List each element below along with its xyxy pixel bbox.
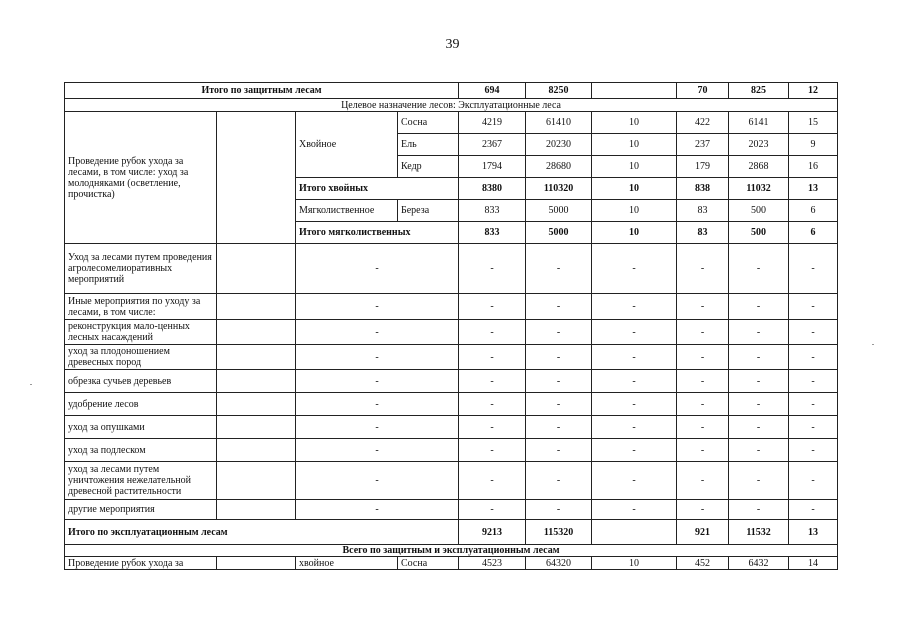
dash-cell: - <box>677 370 729 393</box>
dash-cell: - <box>789 416 838 439</box>
dash-cell: - <box>459 370 526 393</box>
dash-cell: - <box>729 294 789 320</box>
cell-value: 500 <box>729 200 789 222</box>
species: Сосна <box>398 112 459 134</box>
cell-value: 10 <box>592 200 677 222</box>
dash-cell: - <box>789 393 838 416</box>
cell-value: 11032 <box>729 178 789 200</box>
dash-cell: - <box>459 462 526 500</box>
empty-cell <box>217 462 296 500</box>
activity-row <box>65 393 838 416</box>
cell-value: 833 <box>459 200 526 222</box>
empty-cell <box>217 439 296 462</box>
dash-cell: - <box>789 244 838 294</box>
dash-cell: - <box>677 416 729 439</box>
activity-row <box>65 462 838 500</box>
forest-care-table <box>64 82 838 570</box>
cell-value: 452 <box>677 557 729 570</box>
dash-cell: - <box>677 345 729 370</box>
cell-value: 694 <box>459 83 526 99</box>
cell-value: 237 <box>677 134 729 156</box>
cell-value: 8380 <box>459 178 526 200</box>
cell-value: 10 <box>592 557 677 570</box>
dash-cell: - <box>526 345 592 370</box>
cell-value: 8250 <box>526 83 592 99</box>
activity-label: уход за лесами путем уничтожения нежелательной древесной растительности <box>65 462 217 500</box>
empty-cell <box>217 244 296 294</box>
cell-value: 6141 <box>729 112 789 134</box>
section-header: Целевое назначение лесов: Эксплуатационные леса <box>65 99 838 112</box>
page-number: 39 <box>445 37 460 52</box>
dash-cell: - <box>677 439 729 462</box>
cell-value: 10 <box>592 134 677 156</box>
activity-row <box>65 294 838 320</box>
dash-cell: - <box>296 244 459 294</box>
cell-value: 20230 <box>526 134 592 156</box>
activity-label: другие мероприятия <box>65 500 217 520</box>
cell-value: 64320 <box>526 557 592 570</box>
cell-value: 838 <box>677 178 729 200</box>
dash-cell: - <box>729 416 789 439</box>
dash-cell: - <box>526 244 592 294</box>
exploitation-total-label: Итого по эксплуатационным лесам <box>65 520 459 545</box>
cell-value: 13 <box>789 178 838 200</box>
cell-value: 4523 <box>459 557 526 570</box>
dash-cell: - <box>459 345 526 370</box>
activity-label: уход за подлеском <box>65 439 217 462</box>
cell-value: 6 <box>789 222 838 244</box>
activity-label: уход за опушками <box>65 416 217 439</box>
dash-cell: - <box>296 462 459 500</box>
protective-total-label: Итого по защитным лесам <box>65 83 459 99</box>
species: Береза <box>398 200 459 222</box>
dash-cell: - <box>789 439 838 462</box>
cell-value: 2868 <box>729 156 789 178</box>
dash-cell: - <box>677 462 729 500</box>
empty-cell <box>217 393 296 416</box>
dash-cell: - <box>296 294 459 320</box>
activity-row <box>65 244 838 294</box>
cell-value: 16 <box>789 156 838 178</box>
dash-cell: - <box>592 462 677 500</box>
scan-speck <box>872 344 874 345</box>
activity-row <box>65 439 838 462</box>
total-conifer-label: Итого хвойных <box>296 178 459 200</box>
dash-cell: - <box>526 500 592 520</box>
empty-cell <box>217 370 296 393</box>
empty-cell <box>217 500 296 520</box>
activity-label: Проведение рубок ухода за <box>65 557 217 570</box>
dash-cell: - <box>459 416 526 439</box>
group-conifer: Хвойное <box>296 112 398 178</box>
dash-cell: - <box>729 345 789 370</box>
cell-value: 5000 <box>526 200 592 222</box>
activity-thinning: Проведение рубок ухода за лесами, в том числе: уход за молодняками (осветление, прочистка) <box>65 112 217 244</box>
dash-cell: - <box>789 370 838 393</box>
cell-value: 5000 <box>526 222 592 244</box>
grand-header: Всего по защитным и эксплуатационным лесам <box>65 545 838 557</box>
cell-value: 9 <box>789 134 838 156</box>
species: Сосна <box>398 557 459 570</box>
cell-value <box>592 83 677 99</box>
dash-cell: - <box>677 393 729 416</box>
dash-cell: - <box>789 345 838 370</box>
activity-label: обрезка сучьев деревьев <box>65 370 217 393</box>
cell-value: 10 <box>592 156 677 178</box>
dash-cell: - <box>526 416 592 439</box>
dash-cell: - <box>526 462 592 500</box>
dash-cell: - <box>789 500 838 520</box>
dash-cell: - <box>592 345 677 370</box>
dash-cell: - <box>526 439 592 462</box>
cell-value: 83 <box>677 222 729 244</box>
activity-row <box>65 320 838 345</box>
species: Ель <box>398 134 459 156</box>
empty-cell <box>217 557 296 570</box>
dash-cell: - <box>526 320 592 345</box>
cell-value: 14 <box>789 557 838 570</box>
cell-value: 833 <box>459 222 526 244</box>
activity-row <box>65 345 838 370</box>
cell-value: 2367 <box>459 134 526 156</box>
dash-cell: - <box>296 320 459 345</box>
activity-label: Иные мероприятия по уходу за лесами, в том числе: <box>65 294 217 320</box>
dash-cell: - <box>526 393 592 416</box>
cell-value: 179 <box>677 156 729 178</box>
empty-cell <box>217 416 296 439</box>
dash-cell: - <box>729 320 789 345</box>
dash-cell: - <box>296 370 459 393</box>
cell-value: 825 <box>729 83 789 99</box>
cell-value: 10 <box>592 222 677 244</box>
dash-cell: - <box>459 393 526 416</box>
dash-cell: - <box>296 439 459 462</box>
dash-cell: - <box>677 244 729 294</box>
grand-header-row <box>65 545 838 557</box>
activity-label: уход за плодоношением древесных пород <box>65 345 217 370</box>
empty-cell <box>217 345 296 370</box>
dash-cell: - <box>459 294 526 320</box>
dash-cell: - <box>729 439 789 462</box>
empty-cell <box>217 294 296 320</box>
activity-label: Уход за лесами путем проведения агролесомелиоративных мероприятий <box>65 244 217 294</box>
protective-total-row <box>65 83 838 99</box>
empty-cell <box>217 320 296 345</box>
dash-cell: - <box>677 320 729 345</box>
dash-cell: - <box>729 462 789 500</box>
dash-cell: - <box>729 244 789 294</box>
dash-cell: - <box>459 244 526 294</box>
cell-value <box>592 520 677 545</box>
dash-cell: - <box>592 439 677 462</box>
cell-value: 110320 <box>526 178 592 200</box>
cell-value: 11532 <box>729 520 789 545</box>
dash-cell: - <box>789 294 838 320</box>
cell-value: 6 <box>789 200 838 222</box>
cell-value: 12 <box>789 83 838 99</box>
activity-row <box>65 500 838 520</box>
activity-label: удобрение лесов <box>65 393 217 416</box>
total-softwood-label: Итого мягколиственных <box>296 222 459 244</box>
cell-value: 61410 <box>526 112 592 134</box>
group-label: хвойное <box>296 557 398 570</box>
dash-cell: - <box>526 370 592 393</box>
activity-row <box>65 370 838 393</box>
dash-cell: - <box>296 416 459 439</box>
dash-cell: - <box>789 320 838 345</box>
cell-value: 115320 <box>526 520 592 545</box>
dash-cell: - <box>592 500 677 520</box>
dash-cell: - <box>592 244 677 294</box>
dash-cell: - <box>526 294 592 320</box>
cell-value: 4219 <box>459 112 526 134</box>
dash-cell: - <box>296 345 459 370</box>
dash-cell: - <box>296 500 459 520</box>
cell-value: 15 <box>789 112 838 134</box>
cell-value: 422 <box>677 112 729 134</box>
cell-value: 921 <box>677 520 729 545</box>
activity-row <box>65 416 838 439</box>
table-row <box>65 557 838 570</box>
dash-cell: - <box>296 393 459 416</box>
dash-cell: - <box>592 320 677 345</box>
section-header-row <box>65 99 838 112</box>
table-row <box>65 112 838 134</box>
cell-value: 28680 <box>526 156 592 178</box>
dash-cell: - <box>459 500 526 520</box>
dash-cell: - <box>592 370 677 393</box>
exploitation-total-row <box>65 520 838 545</box>
empty-cell <box>217 112 296 244</box>
scan-speck <box>30 384 32 385</box>
dash-cell: - <box>592 416 677 439</box>
cell-value: 13 <box>789 520 838 545</box>
dash-cell: - <box>677 294 729 320</box>
cell-value: 10 <box>592 112 677 134</box>
dash-cell: - <box>729 500 789 520</box>
cell-value: 500 <box>729 222 789 244</box>
cell-value: 9213 <box>459 520 526 545</box>
species: Кедр <box>398 156 459 178</box>
cell-value: 10 <box>592 178 677 200</box>
dash-cell: - <box>459 439 526 462</box>
activity-label: реконструкция мало-ценных лесных насаждений <box>65 320 217 345</box>
cell-value: 6432 <box>729 557 789 570</box>
dash-cell: - <box>459 320 526 345</box>
dash-cell: - <box>677 500 729 520</box>
cell-value: 1794 <box>459 156 526 178</box>
cell-value: 70 <box>677 83 729 99</box>
dash-cell: - <box>729 393 789 416</box>
cell-value: 83 <box>677 200 729 222</box>
dash-cell: - <box>729 370 789 393</box>
cell-value: 2023 <box>729 134 789 156</box>
dash-cell: - <box>789 462 838 500</box>
dash-cell: - <box>592 294 677 320</box>
group-softwood: Мягколиственное <box>296 200 398 222</box>
dash-cell: - <box>592 393 677 416</box>
